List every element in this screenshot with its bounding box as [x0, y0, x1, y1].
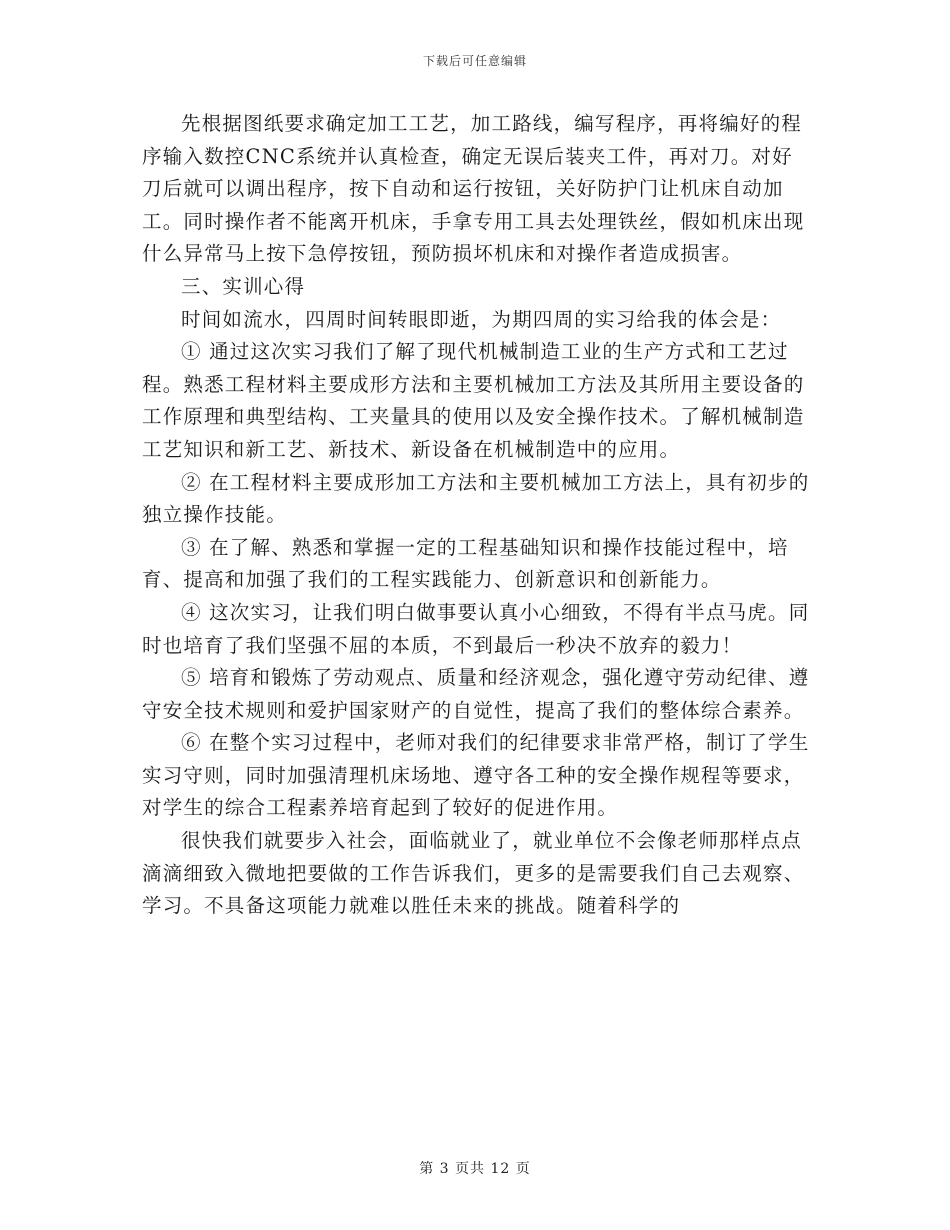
list-item-1: ① 通过这次实习我们了解了现代机械制造工业的生产方式和工艺过程。熟悉工程材料主要成形方法和主要机械加工方法及其所用主要设备的工作原理和典型结构、工夹量具的使用以及安全操作技术。了解机械制造工艺知识和新工艺、新技术、新设备在机械制造中的应用。	[142, 340, 805, 461]
page-header: 下载后可任意编辑	[422, 54, 527, 68]
list-item-3: ③ 在了解、熟悉和掌握一定的工程基础知识和操作技能过程中，培育、提高和加强了我们的工程实践能力、创新意识和创新能力。	[142, 535, 789, 592]
document-body	[142, 108, 812, 923]
paragraph-intro: 时间如流水，四周时间转眼即逝，为期四周的实习给我的体会是：	[181, 307, 782, 331]
list-item-4: ④ 这次实习，让我们明白做事要认真小心细致，不得有半点马虎。同时也培育了我们坚强不屈的本质，不到最后一秒决不放弃的毅力！	[142, 600, 810, 657]
paragraph-cnc-procedure: 先根据图纸要求确定加工工艺，加工路线，编写程序，再将编好的程序输入数控CNC系统并认真检查，确定无误后装夹工件，再对刀。对好刀后就可以调出程序，按下自动和运行按钮，关好防护门让机床自动加工。同时操作者不能离开机床，手拿专用工具去处理铁丝，假如机床出现什么异常马上按下急停按钮，预防损坏机床和对操作者造成损害。	[142, 112, 805, 266]
page-number: 第 3 页共 12 页	[419, 1161, 531, 1177]
list-item-6: ⑥ 在整个实习过程中，老师对我们的纪律要求非常严格，制订了学生实习守则，同时加强清理机床场地、遵守各工种的安全操作规程等要求，对学生的综合工程素养培育起到了较好的促进作用。	[142, 731, 810, 820]
list-item-5: ⑤ 培育和锻炼了劳动观点、质量和经济观念，强化遵守劳动纪律、遵守安全技术规则和爱护国家财产的自觉性，提高了我们的整体综合素养。	[142, 666, 810, 722]
paragraph-conclusion: 很快我们就要步入社会，面临就业了，就业单位不会像老师那样点点滴滴细致入微地把要做的工作告诉我们，更多的是需要我们自己去观察、学习。不具备这项能力就难以胜任未来的挑战。随着科学的	[142, 829, 805, 918]
list-item-2: ② 在工程材料主要成形加工方法和主要机械加工方法上，具有初步的独立操作技能。	[142, 470, 810, 527]
section-heading-training-insights: 三、实训心得	[181, 274, 306, 298]
